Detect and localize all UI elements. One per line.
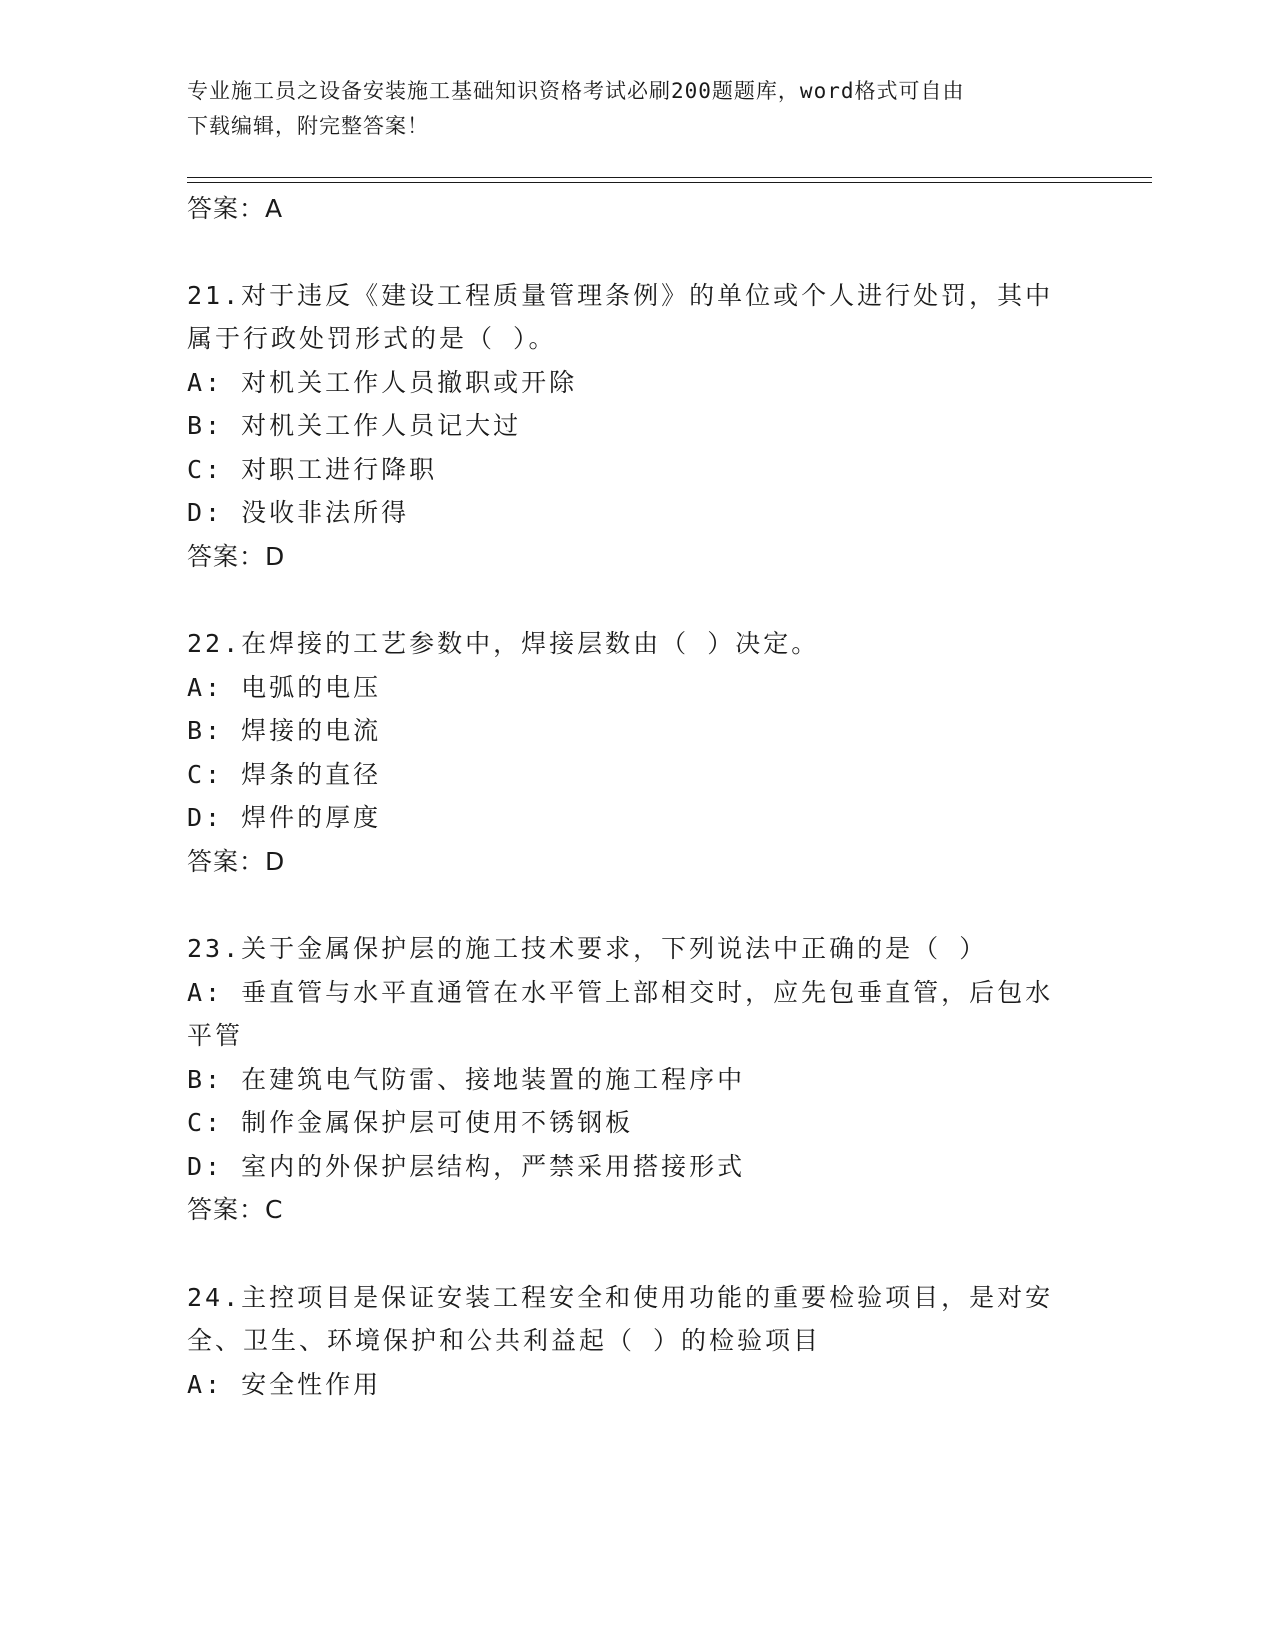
document-header bbox=[187, 74, 1087, 144]
question-stem: 21.对于违反《建设工程质量管理条例》的单位或个人进行处罚，其中 bbox=[187, 281, 1054, 310]
option-a-continued: 平管 bbox=[187, 1021, 244, 1050]
question-stem: 属于行政处罚形式的是（ ）。 bbox=[187, 324, 557, 353]
option-a: A: 安全性作用 bbox=[187, 1370, 382, 1399]
answer: 答案：D bbox=[187, 542, 286, 571]
option-d: D: 焊件的厚度 bbox=[187, 803, 382, 832]
question-stem: 23.关于金属保护层的施工技术要求，下列说法中正确的是（ ） bbox=[187, 934, 988, 963]
option-d: D: 没收非法所得 bbox=[187, 498, 410, 527]
option-b: B: 焊接的电流 bbox=[187, 716, 382, 745]
header-divider-top bbox=[187, 177, 1152, 178]
question-stem: 全、卫生、环境保护和公共利益起（ ）的检验项目 bbox=[187, 1326, 822, 1355]
option-a: A: 电弧的电压 bbox=[187, 673, 382, 702]
option-a: A: 对机关工作人员撤职或开除 bbox=[187, 368, 578, 397]
previous-answer: 答案：A bbox=[187, 194, 284, 223]
question-stem: 24.主控项目是保证安装工程安全和使用功能的重要检验项目，是对安 bbox=[187, 1283, 1054, 1312]
answer: 答案：D bbox=[187, 847, 286, 876]
option-b: B: 在建筑电气防雷、接地装置的施工程序中 bbox=[187, 1065, 746, 1094]
option-d: D: 室内的外保护层结构，严禁采用搭接形式 bbox=[187, 1152, 746, 1181]
option-c: C: 对职工进行降职 bbox=[187, 455, 438, 484]
header-title-line-1: 专业施工员之设备安装施工基础知识资格考试必刷200题题库，word格式可自由 bbox=[187, 79, 965, 103]
answer: 答案：C bbox=[187, 1195, 284, 1224]
option-c: C: 焊条的直径 bbox=[187, 760, 382, 789]
option-a: A: 垂直管与水平直通管在水平管上部相交时，应先包垂直管，后包水 bbox=[187, 978, 1054, 1007]
header-title-line-2: 下载编辑，附完整答案！ bbox=[187, 114, 429, 138]
header-divider-bottom bbox=[187, 182, 1152, 183]
option-c: C: 制作金属保护层可使用不锈钢板 bbox=[187, 1108, 634, 1137]
option-b: B: 对机关工作人员记大过 bbox=[187, 411, 522, 440]
question-stem: 22.在焊接的工艺参数中，焊接层数由（ ）决定。 bbox=[187, 629, 820, 658]
